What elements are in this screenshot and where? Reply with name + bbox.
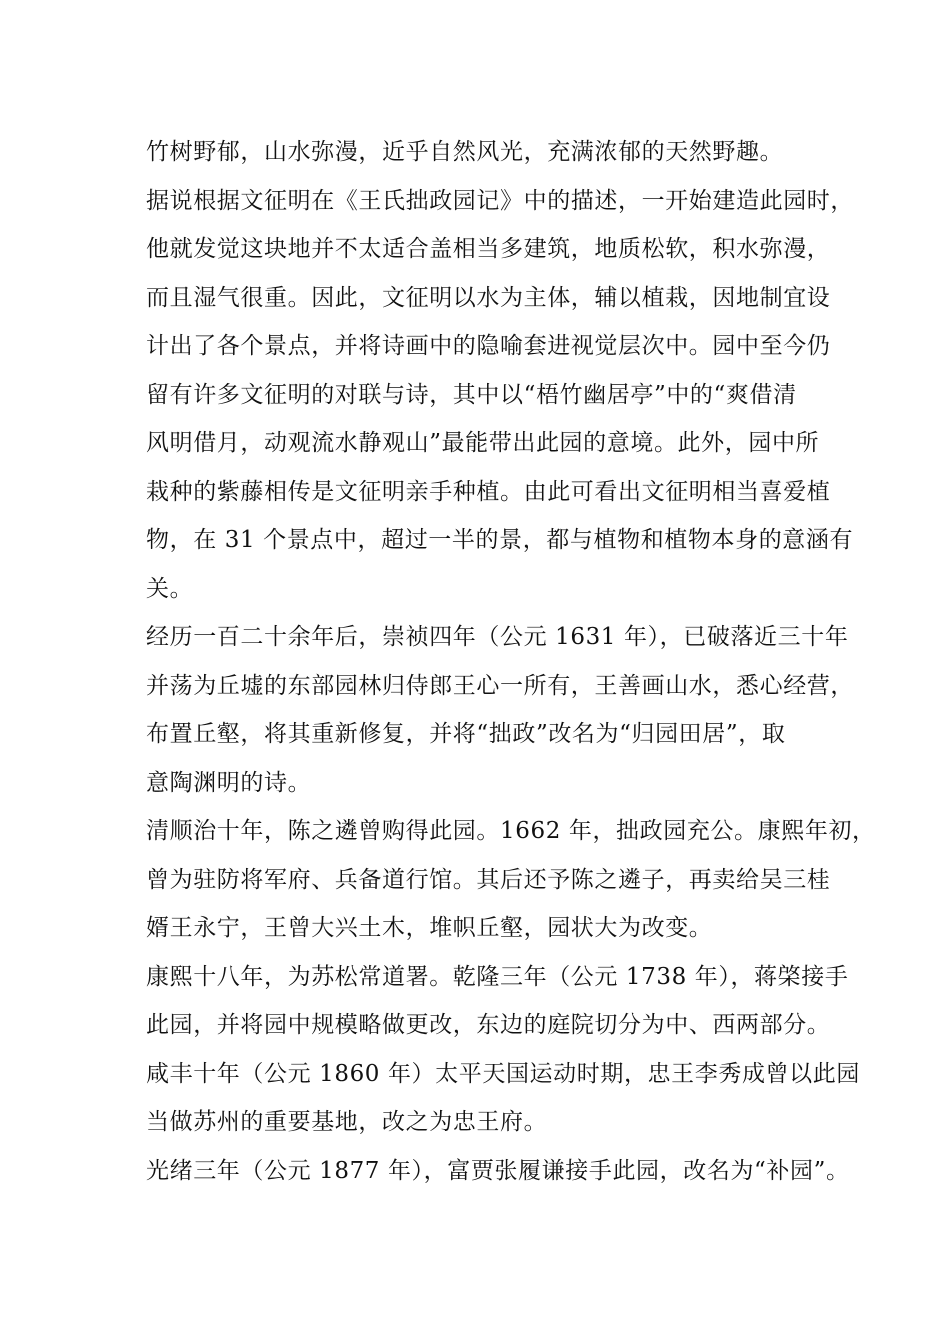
text-line: 咸丰十年（公元 1860 年）太平天国运动时期，忠王李秀成曾以此园 [146,1060,860,1087]
text-line: 他就发觉这块地并不太适合盖相当多建筑，地质松软，积水弥漫， [146,236,831,262]
text-line: 婿王永宁，王曾大兴土木，堆帜丘壑，园状大为改变。 [146,915,713,941]
text-line: 康熙十八年，为苏松常道署。乾隆三年（公元 1738 年），蒋棨接手 [146,963,849,990]
text-line: 光绪三年（公元 1877 年），富贾张履谦接手此园，改名为“补园”。 [146,1157,850,1184]
text-line: 计出了各个景点，并将诗画中的隐喻套进视觉层次中。园中至今仍 [146,333,831,359]
text-line: 并荡为丘墟的东部园林归侍郎王心一所有，王善画山水，悉心经营， [146,672,854,699]
text-line: 风明借月，动观流水静观山”最能带出此园的意境。此外，园中所 [146,430,820,456]
text-line: 此园，并将园中规模略做更改，东边的庭院切分为中、西两部分。 [146,1012,831,1038]
text-line: 竹树野郁，山水弥漫，近乎自然风光，充满浓郁的天然野趣。 [146,139,784,165]
text-line: 而且湿气很重。因此，文征明以水为主体，辅以植栽，因地制宜设 [146,284,831,311]
text-line: 物，在 31 个景点中，超过一半的景，都与植物和植物本身的意涵有 [146,527,854,553]
text-line: 关。 [146,575,194,602]
text-line: 栽种的紫藤相传是文征明亲手种植。由此可看出文征明相当喜爱植 [146,478,831,505]
body-text [146,128,876,1195]
text-line: 留有许多文征明的对联与诗，其中以“梧竹幽居亭”中的“爽借清 [146,381,797,408]
text-line: 当做苏州的重要基地，改之为忠王府。 [146,1109,548,1135]
text-line: 经历一百二十余年后，崇祯四年（公元 1631 年），已破落近三十年 [146,624,849,650]
text-line: 布置丘壑，将其重新修复，并将“拙政”改名为“归园田居”，取 [146,721,786,747]
text-line: 清顺治十年，陈之遴曾购得此园。1662 年，拙政园充公。康熙年初， [146,818,876,844]
text-line: 意陶渊明的诗。 [146,769,312,796]
text-line: 据说根据文征明在《王氏拙政园记》中的描述，一开始建造此园时， [146,187,854,214]
text-line: 曾为驻防将军府、兵备道行馆。其后还予陈之遴子，再卖给吴三桂 [146,866,831,893]
